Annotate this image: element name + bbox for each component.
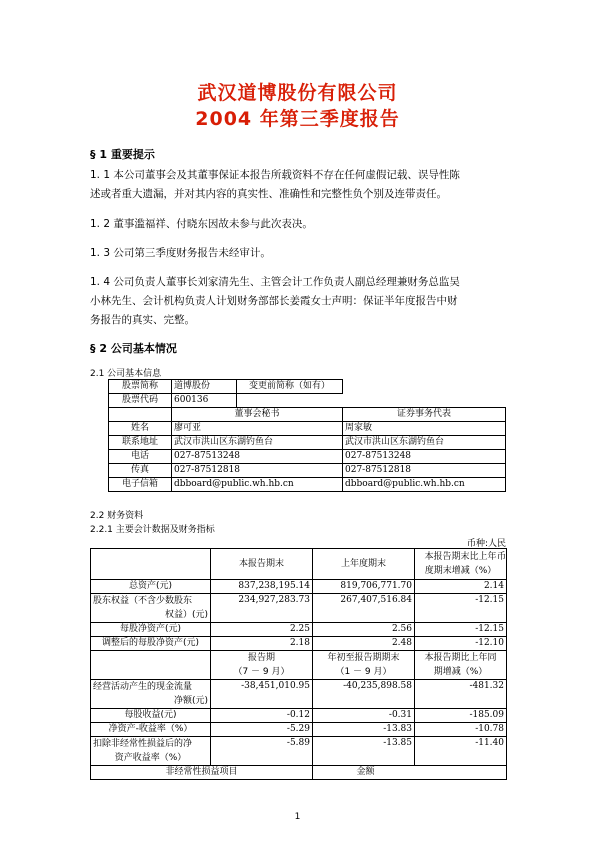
secretary-name: 廖可亚 [172, 422, 343, 436]
row-label [91, 594, 211, 623]
header-ytd-line1: 年初至报告期期末 [327, 653, 400, 663]
report-title: 2004 年第三季度报告 [195, 108, 400, 130]
table-row [109, 394, 506, 408]
value-last-year: 2.48 [313, 637, 415, 651]
page-number: 1 [294, 812, 301, 822]
table-row [91, 709, 507, 723]
notice-1-4 [90, 273, 510, 330]
value-period: -5.29 [211, 723, 313, 737]
section1-heading: § 1 重要提示 [90, 148, 155, 161]
subsection-2-2: 2.2 财务资料 [90, 511, 144, 521]
stock-code-label: 股票代码 [109, 394, 172, 408]
row-label: 每股收益(元) [91, 709, 211, 723]
table-row [91, 580, 507, 594]
basic-info-table [108, 379, 506, 492]
notice-1-3: 1. 3 公司第三季度财务报告未经审计。 [90, 247, 271, 259]
value-last-year: 819,706,771.70 [313, 580, 415, 594]
value-current: 2.18 [211, 637, 313, 651]
rep-name: 周家敏 [343, 422, 506, 436]
secretary-email: dbboard@public.wh.hb.cn [172, 478, 343, 492]
table-row [109, 464, 506, 478]
value-current: 837,238,195.14 [211, 580, 313, 594]
value-period: -0.12 [211, 709, 313, 723]
name-label: 姓名 [109, 422, 172, 436]
value-change: -10.78 [415, 723, 507, 737]
table-row [109, 408, 506, 422]
table-row [91, 737, 507, 766]
amount-header: 金额 [313, 766, 507, 780]
value-change: 2.14 [415, 580, 507, 594]
row-label-line2: 净额(元) [173, 696, 208, 706]
secretary-phone: 027-87513248 [172, 450, 343, 464]
rep-header: 证券事务代表 [343, 408, 506, 422]
value-change: -11.40 [415, 737, 507, 766]
table-row [91, 549, 507, 580]
header-current: 本报告期末 [211, 549, 313, 580]
header-ytd-line2: （1 － 9 月） [335, 667, 392, 677]
table-row [91, 651, 507, 680]
header-period-line1: 报告期 [247, 653, 275, 663]
notice-1-1-line2: 述或者重大遗漏，并对其内容的真实性、准确性和完整性负个别及连带责任。 [90, 188, 447, 200]
header-yoy-line2: 期增减（%） [433, 667, 488, 677]
stock-code-value: 600136 [172, 394, 237, 408]
row-label-line2: 权益）(元) [164, 610, 208, 620]
address-label: 联系地址 [109, 436, 172, 450]
empty-cell [91, 549, 211, 580]
short-name-label: 股票简称 [109, 380, 172, 394]
header-yoy-line1: 本报告期比上年同 [424, 653, 497, 663]
currency-unit: 币种:人民币 [466, 539, 506, 562]
value-change: -12.15 [415, 594, 507, 623]
table-row [91, 680, 507, 709]
value-change: -185.09 [415, 709, 507, 723]
value-current: 2.25 [211, 623, 313, 637]
former-name-label: 变更前简称（如有） [237, 380, 343, 394]
table-row [109, 436, 506, 450]
notice-1-1 [90, 166, 510, 204]
notice-1-1-line1: 1. 1 本公司董事会及其董事保证本报告所载资料不存在任何虚假记载、误导性陈 [90, 169, 460, 181]
rep-email: dbboard@public.wh.hb.cn [343, 478, 506, 492]
short-name-value: 道博股份 [172, 380, 237, 394]
header-last-year: 上年度期末 [313, 549, 415, 580]
row-label: 净资产-收益率（%） [91, 723, 211, 737]
value-period: -38,451,010.95 [211, 680, 313, 709]
row-label [91, 737, 211, 766]
row-label [91, 680, 211, 709]
header-change-line2: 度期末增减（%） [424, 566, 497, 576]
secretary-fax: 027-87512818 [172, 464, 343, 478]
value-change: -12.10 [415, 637, 507, 651]
table-row [109, 450, 506, 464]
table-row [91, 766, 507, 780]
notice-1-2: 1. 2 董事滥福祥、付晓东因故未参与此次表决。 [90, 218, 313, 230]
header-ytd [313, 651, 415, 680]
row-label-line1: 经营活动产生的现金流量 [93, 682, 193, 692]
empty-cell [109, 408, 172, 422]
financial-table [90, 548, 507, 780]
value-ytd: -13.85 [313, 737, 415, 766]
row-label-line1: 扣除非经常性损益后的净 [93, 739, 193, 749]
row-label: 总资产(元) [91, 580, 211, 594]
table-row [109, 380, 506, 394]
table-row [91, 723, 507, 737]
table-row [91, 637, 507, 651]
email-label: 电子信箱 [109, 478, 172, 492]
value-ytd: -40,235,898.58 [313, 680, 415, 709]
row-label: 每股净资产(元) [91, 623, 211, 637]
table-row [91, 594, 507, 623]
value-last-year: 267,407,516.84 [313, 594, 415, 623]
table-row [109, 478, 506, 492]
empty-cell [237, 394, 343, 408]
row-label-line1: 股东权益（不含少数股东 [93, 596, 193, 606]
value-ytd: -0.31 [313, 709, 415, 723]
empty-cell [91, 651, 211, 680]
empty-cell [343, 380, 506, 394]
section2-heading: § 2 公司基本情况 [90, 342, 177, 355]
subsection-2-1: 2.1 公司基本信息 [90, 369, 162, 379]
subsection-2-2-1: 2.2.1 主要会计数据及财务指标 [90, 525, 215, 535]
header-period-line2: （7 － 9 月） [233, 667, 290, 677]
empty-cell [343, 394, 506, 408]
value-change: -481.32 [415, 680, 507, 709]
row-label: 调整后的每股净资产(元) [91, 637, 211, 651]
secretary-header: 董事会秘书 [172, 408, 343, 422]
value-last-year: 2.56 [313, 623, 415, 637]
nonrecurring-item-header: 非经常性损益项目 [91, 766, 313, 780]
notice-1-4-line1: 1. 4 公司负责人董事长刘家清先生、主管会计工作负责人副总经理兼财务总监吴 [90, 276, 460, 288]
fax-label: 传真 [109, 464, 172, 478]
table-row [91, 623, 507, 637]
value-period: -5.89 [211, 737, 313, 766]
header-change-line1: 本报告期末比上年 [424, 552, 497, 562]
row-label-line2: 资产收益率（%） [114, 753, 187, 763]
notice-1-4-line3: 务报告的真实、完整。 [90, 314, 195, 326]
rep-fax: 027-87512818 [343, 464, 506, 478]
rep-address: 武汉市洪山区东湖钓鱼台 [343, 436, 506, 450]
rep-phone: 027-87513248 [343, 450, 506, 464]
table-row [109, 422, 506, 436]
company-title: 武汉道博股份有限公司 [197, 82, 398, 104]
secretary-address: 武汉市洪山区东湖钓鱼台 [172, 436, 343, 450]
header-change [415, 549, 507, 580]
header-period [211, 651, 313, 680]
value-current: 234,927,283.73 [211, 594, 313, 623]
value-ytd: -13.83 [313, 723, 415, 737]
value-change: -12.15 [415, 623, 507, 637]
notice-1-4-line2: 小林先生、会计机构负责人计划财务部部长姜霞女士声明：保证半年度报告中财 [90, 295, 458, 307]
header-yoy-change [415, 651, 507, 680]
phone-label: 电话 [109, 450, 172, 464]
